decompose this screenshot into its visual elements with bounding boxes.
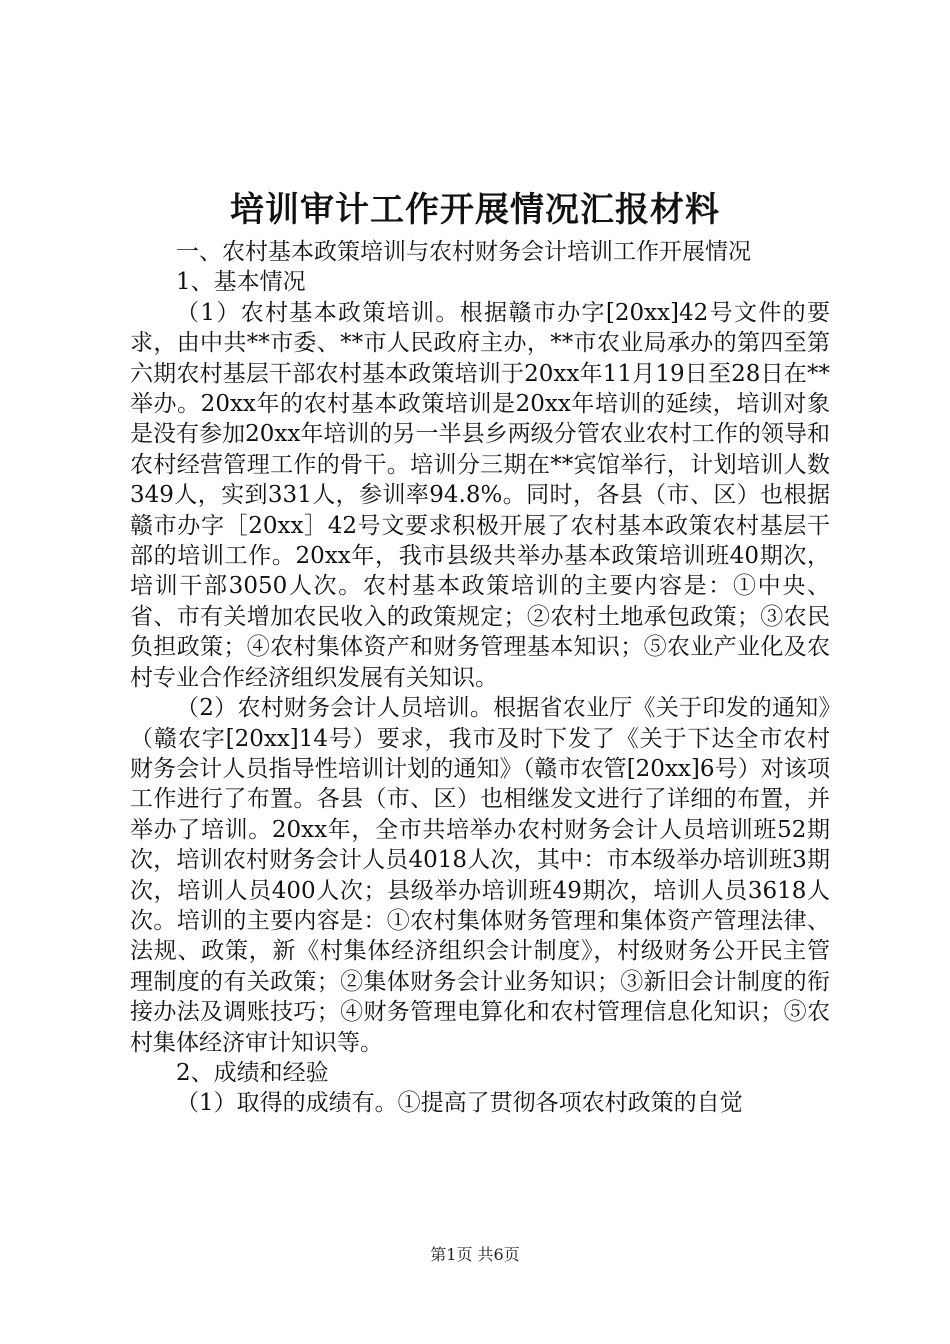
page-number-footer: 第1页 共6页 (430, 1245, 520, 1264)
document-title: 培训审计工作开展情况汇报材料 (230, 190, 720, 230)
paragraph-policy-training: （1）农村基本政策培训。根据赣市办字[20xx]42号文件的要求，由中共**市委、**市人民政府主办，**市农业局承办的第四至第六期农村基层干部农村基本政策培训于20xx年11月19日至28日在**举办。20xx年的农村基本政策培训是20xx年培训的延续，培训对象是没有参加20xx年培训的另一半县乡两级分管农业农村工作的领导和农村经营管理工作的骨干。培训分三期在**宾馆举行，计划培训人数349人，实到331人，参训率94.8%。同时，各县（市、区）也根据赣市办字［20xx］42号文要求积极开展了农村基本政策农村基层干部的培训工作。20xx年，我市县级共举办基本政策培训班40期次，培训干部3050人次。农村基本政策培训的主要内容是：①中央、省、市有关增加农民收入的政策规定；②农村土地承包政策；③农民负担政策；④农村集体资产和财务管理基本知识；⑤农业产业化及农村专业合作经济组织发展有关知识。 (130, 299, 830, 691)
section-heading: 一、农村基本政策培训与农村财务会计培训工作开展情况 (176, 239, 751, 265)
paragraph-accounting-training: （2）农村财务会计人员培训。根据省农业厅《关于印发的通知》（赣农字[20xx]14号）要求，我市及时下发了《关于下达全市农村财务会计人员指导性培训计划的通知》（赣市农管[20xx]6号）对该项工作进行了布置。各县（市、区）也相继发文进行了详细的布置，并举办了培训。20xx年，全市共培举办农村财务会计人员培训班52期次，培训农村财务会计人员4018人次，其中：市本级举办培训班3期次，培训人员400人次；县级举办培训班49期次，培训人员3618人次。培训的主要内容是：①农村集体财务管理和集体资产管理法律、法规、政策，新《村集体经济组织会计制度》，村级财务公开民主管理制度的有关政策；②集体财务会计业务知识；③新旧会计制度的衔接办法及调账技巧；④财务管理电算化和农村管理信息化知识；⑤农村集体经济审计知识等。 (130, 695, 830, 1056)
document-body (130, 237, 830, 1119)
sub-heading-basic-situation: 1、基本情况 (176, 269, 306, 296)
sub-heading-achievements: 2、成绩和经验 (176, 1059, 329, 1086)
paragraph-achievements: （1）取得的成绩有。①提高了贯彻各项农村政策的自觉 (176, 1090, 743, 1117)
